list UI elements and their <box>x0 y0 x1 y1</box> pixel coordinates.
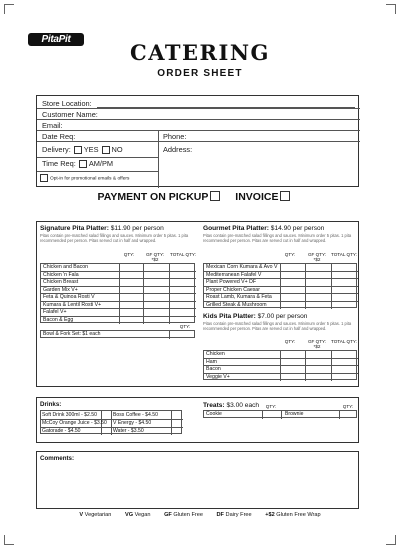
gourmet-item: Mexican Corn Kumara & Avo V <box>206 264 278 270</box>
legend-vegan <box>125 512 151 518</box>
legend-code: V <box>79 512 84 518</box>
kids-item: Chicken <box>206 351 225 357</box>
col-total-qty: TOTAL QTY: <box>170 252 196 257</box>
gourmet-item: Roast Lamb, Kumara & Feta <box>206 294 272 300</box>
table-col-divider <box>169 331 170 339</box>
table-row[interactable] <box>41 294 196 302</box>
table-row[interactable] <box>41 279 196 287</box>
drinks-treats-box <box>36 397 359 443</box>
signature-item: Garden Mix V+ <box>43 286 78 293</box>
table-row[interactable] <box>204 366 358 374</box>
opt-in-label: Opt-in for promotional emails & offers <box>50 176 130 182</box>
table-col-divider <box>339 411 340 419</box>
legend-gluten-free <box>164 512 203 518</box>
table-row[interactable] <box>41 272 196 280</box>
comments-title: Comments: <box>40 455 75 462</box>
drink-item[interactable]: Water - $3.50 <box>113 427 144 434</box>
legend-text: Vegan <box>134 512 151 518</box>
table-row[interactable] <box>204 264 358 272</box>
address-label: Address: <box>163 145 193 154</box>
brand-logo: PitaPit <box>28 33 84 46</box>
phone-label: Phone: <box>163 132 187 141</box>
kids-platter-description: Pitas contain pre-matched salad fillings and sauces. Minimum order 5 pitas. 1 pita recommended per person. Pitas are served cut in half and wrapped. <box>203 321 352 332</box>
legend-code: GF <box>164 512 172 518</box>
legend-code: +$2 <box>265 512 275 518</box>
gourmet-platter-name: Gourmet Pita Platter: <box>203 225 269 232</box>
signature-item: Chicken 'n Fala <box>43 271 79 278</box>
signature-item: Falafel V+ <box>43 309 67 315</box>
col-gf-qty <box>143 252 167 262</box>
signature-item: Chicken and Bacon <box>43 264 88 270</box>
delivery-yes-checkbox[interactable] <box>74 146 82 154</box>
row-divider <box>37 141 360 142</box>
kids-platter-title <box>203 313 307 320</box>
table-row[interactable] <box>41 302 196 310</box>
delivery-no-checkbox[interactable] <box>102 146 110 154</box>
col-gf-qty-label: GF QTY: <box>145 252 165 257</box>
opt-in-field <box>40 174 129 182</box>
row-divider <box>37 157 158 158</box>
treat-cookie[interactable]: Cookie <box>206 411 222 417</box>
table-row[interactable] <box>204 359 358 367</box>
table-row[interactable] <box>41 264 196 272</box>
gourmet-item: Proper Chicken Caesar <box>206 286 260 293</box>
col-gf-qty-price: *$2 <box>151 257 159 262</box>
drink-item[interactable]: V Energy - $4.50 <box>113 419 152 426</box>
drink-item[interactable]: McCoy Orange Juice - $3.50 <box>42 419 107 426</box>
store-location-label: Store Location: <box>42 99 92 108</box>
table-row[interactable] <box>204 294 358 302</box>
legend-code: DF <box>216 512 224 518</box>
col-gf-qty-price: *$2 <box>313 257 321 262</box>
table-row[interactable] <box>204 279 358 287</box>
menu-order-box <box>36 221 359 387</box>
table-row[interactable] <box>41 309 196 317</box>
signature-platter-name: Signature Pita Platter: <box>40 225 109 232</box>
treats-price: $3.00 each <box>226 402 260 409</box>
signature-item: Bacon & Egg <box>43 316 74 323</box>
treats-table <box>203 410 357 418</box>
col-gf-qty <box>305 339 329 349</box>
signature-item: Kumara & Lentil Rosti V+ <box>43 301 102 308</box>
date-req-label: Date Req: <box>42 132 76 141</box>
time-req-field <box>42 159 113 168</box>
crop-mark-bottom-right <box>386 535 396 545</box>
payment-options <box>0 191 400 203</box>
gourmet-table <box>203 263 357 308</box>
treat-brownie[interactable]: Brownie <box>285 411 304 417</box>
legend-vegetarian <box>79 512 111 518</box>
table-row[interactable] <box>41 287 196 295</box>
drinks-title: Drinks: <box>40 401 62 408</box>
time-req-label: Time Req: <box>42 159 76 168</box>
signature-table <box>40 263 195 323</box>
table-col-divider <box>281 411 282 419</box>
table-col-divider <box>171 411 172 435</box>
drinks-table <box>40 410 182 434</box>
legend-text: Dairy Free <box>225 512 252 518</box>
legend-text: Gluten Free Wrap <box>276 512 321 518</box>
customer-name-label: Customer Name: <box>42 110 98 119</box>
delivery-field <box>42 145 123 154</box>
gourmet-platter-price: $14.90 per person <box>270 225 325 232</box>
gourmet-item: Plant Powered V+ DF <box>206 279 257 285</box>
col-qty: QTY: <box>123 252 135 257</box>
payment-on-pickup-checkbox[interactable] <box>210 191 220 201</box>
gourmet-item: Grilled Steak & Mushroom <box>206 301 267 308</box>
treats-label: Treats: <box>203 402 225 409</box>
bowl-qty-header: QTY: <box>179 324 191 329</box>
treats-qty-header: QTY: <box>265 404 277 409</box>
kids-table <box>203 350 357 380</box>
row-divider <box>37 119 360 120</box>
col-gf-qty-label: GF QTY: <box>307 252 327 257</box>
crop-mark-top-right <box>386 4 396 14</box>
am-pm-label: AM/PM <box>88 159 114 168</box>
table-row[interactable] <box>204 351 358 359</box>
kids-platter-price: $7.00 per person <box>257 313 308 320</box>
drink-item[interactable]: Boss Coffee - $4.50 <box>113 411 158 418</box>
customer-info-box <box>36 95 359 187</box>
column-divider <box>158 130 159 188</box>
opt-in-checkbox[interactable] <box>40 174 48 182</box>
table-row[interactable] <box>41 317 196 325</box>
legend-dairy-free <box>217 512 252 518</box>
row-divider <box>37 130 360 131</box>
col-gf-qty-price: *$2 <box>313 344 321 349</box>
kids-item: Veggie V+ <box>206 373 230 380</box>
signature-item: Feta & Quinoa Rosti V <box>43 294 95 300</box>
col-qty: QTY: <box>284 252 296 257</box>
delivery-no-label: NO <box>111 145 123 154</box>
bowl-fork-row[interactable] <box>40 330 195 338</box>
signature-platter-description: Pitas contain pre-matched salad fillings and sauces. Minimum order 5 pitas. 1 pita recommended per person. Pitas served cut in half and wrapped. <box>40 233 189 244</box>
col-gf-qty-label: GF QTY: <box>307 339 327 344</box>
comments-box[interactable] <box>36 451 359 509</box>
invoice-checkbox[interactable] <box>280 191 290 201</box>
signature-platter-price: $11.90 per person <box>110 225 164 232</box>
col-total-qty: TOTAL QTY: <box>331 252 357 257</box>
table-col-divider <box>262 411 263 419</box>
legend-gf-wrap <box>265 512 320 518</box>
dietary-legend <box>0 512 400 518</box>
col-gf-qty <box>305 252 329 262</box>
gourmet-platter-description: Pitas contain pre-matched salad fillings and sauces. Minimum order 5 pitas. 1 pita recommended per person. Pitas are served cut in half and wrapped. <box>203 233 352 244</box>
treats-title <box>203 402 259 409</box>
bowl-fork-label: Bowl & Fork Set: $1 each <box>43 331 101 337</box>
payment-on-pickup-label: PAYMENT ON PICKUP <box>97 191 209 203</box>
kids-item: Ham <box>206 358 217 365</box>
email-label: Email: <box>42 121 63 130</box>
drink-item[interactable]: Gatorade - $4.50 <box>42 427 81 434</box>
col-total-qty: TOTAL QTY: <box>331 339 357 344</box>
page-subtitle: ORDER SHEET <box>157 68 243 79</box>
crop-mark-top-left <box>4 4 14 14</box>
drink-item[interactable]: Soft Drink 300ml - $2.50 <box>42 411 97 418</box>
table-row[interactable] <box>204 374 358 382</box>
legend-text: Vegetarian <box>84 512 112 518</box>
delivery-yes-label: YES <box>83 145 99 154</box>
row-divider <box>37 171 158 172</box>
kids-item: Bacon <box>206 366 221 372</box>
kids-platter-name: Kids Pita Platter: <box>203 313 256 320</box>
page-title: CATERING <box>130 40 270 65</box>
time-req-box[interactable] <box>79 160 87 168</box>
table-row[interactable] <box>204 287 358 295</box>
crop-mark-bottom-left <box>4 535 14 545</box>
gourmet-item: Mediterranean Falafel V <box>206 271 262 278</box>
invoice-label: INVOICE <box>235 191 279 203</box>
signature-platter-title <box>40 225 164 232</box>
table-row[interactable] <box>204 272 358 280</box>
col-qty: QTY: <box>284 339 296 344</box>
gourmet-platter-title <box>203 225 324 232</box>
delivery-label: Delivery: <box>42 145 71 154</box>
legend-text: Gluten Free <box>173 512 203 518</box>
treats-qty-header: QTY: <box>342 404 354 409</box>
legend-code: VG <box>124 512 134 518</box>
signature-item: Chicken Breast <box>43 279 79 285</box>
table-row[interactable] <box>204 302 358 310</box>
table-col-divider <box>111 411 112 435</box>
row-divider <box>37 108 360 109</box>
